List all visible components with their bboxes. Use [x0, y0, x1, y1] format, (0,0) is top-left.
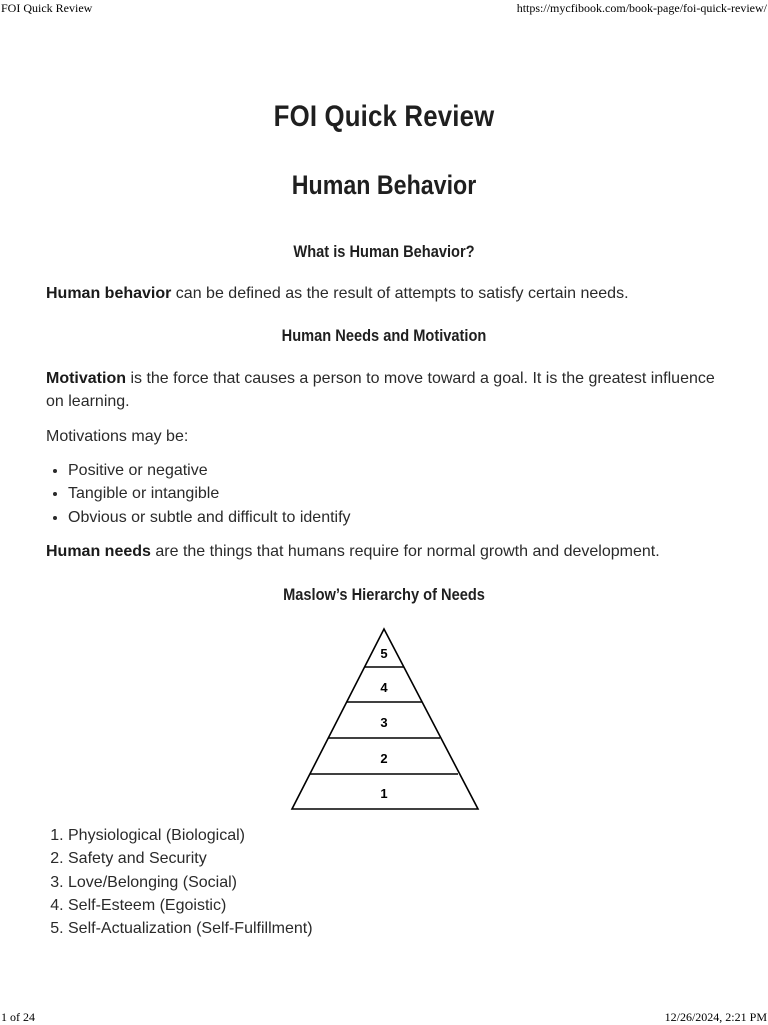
maslow-pyramid-diagram — [290, 627, 480, 813]
maslow-heading: Maslow’s Hierarchy of Needs — [283, 585, 485, 604]
motivation-term: Motivation — [46, 370, 126, 387]
page-counter: 1 of 24 — [1, 1010, 35, 1024]
what-is-human-behavior-heading: What is Human Behavior? — [293, 242, 475, 261]
human-behavior-term: Human behavior — [46, 285, 172, 302]
page-title: FOI Quick Review — [273, 100, 495, 133]
list-item: 2. Safety and Security — [68, 847, 313, 870]
human-needs-motivation-heading: Human Needs and Motivation — [281, 326, 487, 345]
section-title: Human Behavior — [291, 170, 477, 200]
list-item: • Tangible or intangible — [68, 482, 351, 505]
list-item: • Obvious or subtle and difficult to identify — [68, 506, 351, 529]
list-item: 3. Love/Belonging (Social) — [68, 871, 313, 894]
motivation-definition: is the force that causes a person to move toward a goal. It is the greatest influence on learning. — [46, 370, 715, 410]
human-needs-definition: are the things that humans require for normal growth and development. — [150, 543, 660, 560]
pyramid-level-label: 4 — [380, 680, 388, 695]
pyramid-level-label: 5 — [380, 646, 388, 661]
pyramid-level-label: 3 — [380, 715, 388, 730]
motivation-types-list — [46, 459, 351, 529]
human-behavior-paragraph — [46, 282, 722, 305]
human-needs-term: Human needs — [46, 543, 151, 560]
list-item: 1. Physiological (Biological) — [68, 824, 313, 847]
list-item: • Positive or negative — [68, 459, 351, 482]
human-needs-paragraph — [46, 540, 722, 563]
pyramid-level-label: 2 — [380, 751, 388, 766]
pyramid-level-label: 1 — [380, 786, 388, 801]
motivation-paragraph — [46, 367, 722, 413]
needs-list — [46, 824, 313, 940]
list-item: 5. Self-Actualization (Self-Fulfillment) — [68, 917, 313, 940]
human-behavior-definition: can be defined as the result of attempts to satisfy certain needs. — [171, 285, 629, 302]
print-datetime: 12/26/2024, 2:21 PM — [664, 1010, 767, 1024]
motivations-intro: Motivations may be: — [46, 428, 189, 445]
print-header — [0, 0, 768, 16]
list-item: 4. Self-Esteem (Egoistic) — [68, 894, 313, 917]
print-header-url[interactable]: https://mycfibook.com/book-page/foi-quick-review/ — [516, 1, 767, 15]
print-footer — [0, 1009, 768, 1025]
print-header-title: FOI Quick Review — [1, 1, 93, 15]
